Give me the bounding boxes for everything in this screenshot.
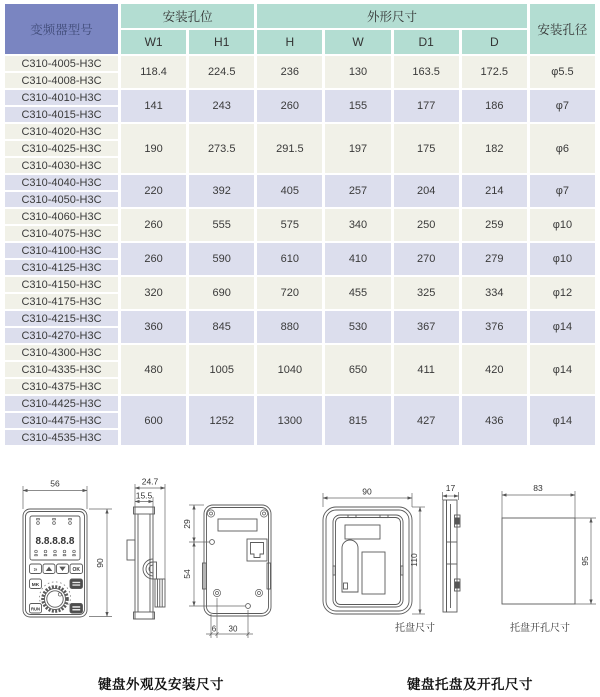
model-cell: C310-4010-H3C xyxy=(5,90,118,105)
dim-cell: 250 xyxy=(394,209,459,241)
stop-reset-button xyxy=(70,604,83,614)
knob xyxy=(40,582,71,611)
dim-cell: 575 xyxy=(257,209,322,241)
dim-cell: 270 xyxy=(394,243,459,275)
model-cell: C310-4005-H3C xyxy=(5,56,118,71)
header-d: D xyxy=(462,30,527,54)
dim-cell: 279 xyxy=(462,243,527,275)
down-arrow-icon xyxy=(59,567,65,571)
dim-cell: 1300 xyxy=(257,396,322,445)
dia-cell: φ5.5 xyxy=(530,56,595,88)
table-row xyxy=(5,345,595,360)
model-cell: C310-4025-H3C xyxy=(5,141,118,156)
tray-slot xyxy=(342,540,358,592)
dim-cell: 220 xyxy=(121,175,186,207)
keypad-drawing xyxy=(0,452,300,667)
dim-cell: 236 xyxy=(257,56,322,88)
table-row xyxy=(5,396,595,411)
model-cell: C310-4475-H3C xyxy=(5,413,118,428)
keypad-caption: 键盘外观及安装尺寸 xyxy=(98,677,224,692)
model-cell: C310-4015-H3C xyxy=(5,107,118,122)
dim-cell: 259 xyxy=(462,209,527,241)
up-arrow-icon xyxy=(46,567,52,571)
header-hole-diameter: 安装孔径 xyxy=(530,4,595,54)
dim-cell: 186 xyxy=(462,90,527,122)
dim-back-pitch: 30 xyxy=(228,624,238,634)
model-cell: C310-4075-H3C xyxy=(5,226,118,241)
table-row xyxy=(5,243,595,258)
header-mounting-holes: 安装孔位 xyxy=(121,4,254,28)
front-dimensions xyxy=(23,486,112,617)
dim-cell: 197 xyxy=(325,124,390,173)
back-dimensions xyxy=(189,505,253,638)
model-cell: C310-4125-H3C xyxy=(5,260,118,275)
table-row xyxy=(5,277,595,292)
dim-cell: 243 xyxy=(189,90,254,122)
mode-button xyxy=(70,579,83,589)
dia-cell: φ14 xyxy=(530,345,595,394)
dim-tray-depth: 17 xyxy=(445,483,456,493)
model-cell: C310-4175-H3C xyxy=(5,294,118,309)
dim-cell: 367 xyxy=(394,311,459,343)
dia-cell: φ12 xyxy=(530,277,595,309)
header-row-1 xyxy=(5,4,595,28)
dim-cell: 720 xyxy=(257,277,322,309)
dim-cell: 411 xyxy=(394,345,459,394)
dim-cell: 690 xyxy=(189,277,254,309)
mk-button-label: MK xyxy=(31,583,40,588)
dim-cell: 420 xyxy=(462,345,527,394)
dim-tray-height: 110 xyxy=(409,553,419,567)
inverter-dimension-table xyxy=(2,2,598,447)
dim-cell: 455 xyxy=(325,277,390,309)
table-row xyxy=(5,90,595,105)
dia-cell: φ14 xyxy=(530,396,595,445)
model-cell: C310-4215-H3C xyxy=(5,311,118,326)
dim-cell: 1005 xyxy=(189,345,254,394)
dim-cell: 392 xyxy=(189,175,254,207)
dim-cell: 204 xyxy=(394,175,459,207)
keypad-back-view xyxy=(203,505,272,616)
run-button-label: RUN xyxy=(30,606,41,612)
dia-cell: φ10 xyxy=(530,209,595,241)
dim-side-depth-body: 15.5 xyxy=(135,490,153,501)
header-outline-dims: 外形尺寸 xyxy=(257,4,527,28)
tray-caption: 键盘托盘及开孔尺寸 xyxy=(407,677,533,692)
dim-front-height: 90 xyxy=(95,558,105,568)
tray-cutout-view xyxy=(502,518,575,604)
dim-cell: 190 xyxy=(121,124,186,173)
model-cell: C310-4050-H3C xyxy=(5,192,118,207)
header-w1: W1 xyxy=(121,30,186,54)
dim-cell: 273.5 xyxy=(189,124,254,173)
rear-connector xyxy=(127,540,135,560)
seven-segment-display: 8.8.8.8.8 xyxy=(35,536,75,547)
dim-back-top: 29 xyxy=(182,519,192,529)
table-row xyxy=(5,175,595,190)
dim-cell: 257 xyxy=(325,175,390,207)
tray-side-dimensions xyxy=(443,492,459,500)
dim-cell: 1252 xyxy=(189,396,254,445)
dim-back-offset: 6 xyxy=(211,624,217,634)
dim-cell: 480 xyxy=(121,345,186,394)
model-cell: C310-4100-H3C xyxy=(5,243,118,258)
model-cell: C310-4150-H3C xyxy=(5,277,118,292)
model-cell: C310-4425-H3C xyxy=(5,396,118,411)
dim-cell: 260 xyxy=(121,209,186,241)
dim-cell: 175 xyxy=(394,124,459,173)
dim-front-width: 56 xyxy=(50,478,60,489)
model-cell: C310-4060-H3C xyxy=(5,209,118,224)
model-cell: C310-4535-H3C xyxy=(5,430,118,445)
dim-cell: 291.5 xyxy=(257,124,322,173)
status-led-icons xyxy=(37,519,72,525)
dim-cell: 118.4 xyxy=(121,56,186,88)
dim-cell: 334 xyxy=(462,277,527,309)
model-cell: C310-4335-H3C xyxy=(5,362,118,377)
dim-cell: 360 xyxy=(121,311,186,343)
dim-cell: 600 xyxy=(121,396,186,445)
dim-cell: 650 xyxy=(325,345,390,394)
header-w: W xyxy=(325,30,390,54)
dim-cutout-height: 95 xyxy=(580,556,590,566)
mounting-hole xyxy=(246,604,251,609)
model-cell: C310-4030-H3C xyxy=(5,158,118,173)
dim-cell: 880 xyxy=(257,311,322,343)
mounting-hole xyxy=(210,540,215,545)
dim-cell: 163.5 xyxy=(394,56,459,88)
header-h1: H1 xyxy=(189,30,254,54)
table-row xyxy=(5,311,595,326)
tray-side-view xyxy=(443,500,460,612)
knob-side xyxy=(155,579,165,607)
ok-button-label: OK xyxy=(72,567,80,574)
keypad-front-view xyxy=(23,509,87,617)
dia-cell: φ7 xyxy=(530,175,595,207)
model-cell: C310-4040-H3C xyxy=(5,175,118,190)
dim-cell: 325 xyxy=(394,277,459,309)
dim-cell: 1040 xyxy=(257,345,322,394)
tray-front-label: 托盘尺寸 xyxy=(395,623,435,634)
tray-drawing xyxy=(300,452,600,667)
header-h: H xyxy=(257,30,322,54)
dia-cell: φ7 xyxy=(530,90,595,122)
dim-cell: 590 xyxy=(189,243,254,275)
tray-window xyxy=(345,525,380,539)
dim-cell: 405 xyxy=(257,175,322,207)
dim-cell: 260 xyxy=(257,90,322,122)
dim-cell: 224.5 xyxy=(189,56,254,88)
dim-cell: 555 xyxy=(189,209,254,241)
unit-led-icons xyxy=(35,550,76,556)
dim-cell: 436 xyxy=(462,396,527,445)
model-cell: C310-4375-H3C xyxy=(5,379,118,394)
dim-cell: 182 xyxy=(462,124,527,173)
dim-cell: 260 xyxy=(121,243,186,275)
dim-cell: 845 xyxy=(189,311,254,343)
dim-cell: 340 xyxy=(325,209,390,241)
rj45-port xyxy=(247,539,267,561)
shift-button-glyph: » xyxy=(33,566,38,574)
model-cell: C310-4270-H3C xyxy=(5,328,118,343)
table-row xyxy=(5,56,595,71)
keypad-side-view xyxy=(127,507,165,619)
header-model: 变频器型号 xyxy=(5,4,118,54)
cutout-dimensions xyxy=(502,491,596,604)
dim-cell: 130 xyxy=(325,56,390,88)
dia-cell: φ6 xyxy=(530,124,595,173)
dim-back-span: 54 xyxy=(182,569,192,579)
dim-cell: 530 xyxy=(325,311,390,343)
model-cell: C310-4300-H3C xyxy=(5,345,118,360)
dim-tray-width: 90 xyxy=(362,486,372,497)
tray-opening xyxy=(362,552,385,594)
dia-cell: φ14 xyxy=(530,311,595,343)
dim-cell: 141 xyxy=(121,90,186,122)
dim-cell: 410 xyxy=(325,243,390,275)
tray-front-view xyxy=(323,507,412,614)
dim-cell: 427 xyxy=(394,396,459,445)
dia-cell: φ10 xyxy=(530,243,595,275)
table-row xyxy=(5,209,595,224)
tray-cutout-label: 托盘开孔尺寸 xyxy=(510,623,570,634)
dim-cell: 376 xyxy=(462,311,527,343)
dim-cell: 172.5 xyxy=(462,56,527,88)
dim-cell: 177 xyxy=(394,90,459,122)
dim-cell: 815 xyxy=(325,396,390,445)
label-plate xyxy=(218,519,257,531)
header-d1: D1 xyxy=(394,30,459,54)
dim-cell: 320 xyxy=(121,277,186,309)
dim-cell: 155 xyxy=(325,90,390,122)
model-cell: C310-4020-H3C xyxy=(5,124,118,139)
screw-icons xyxy=(207,510,267,597)
model-cell: C310-4008-H3C xyxy=(5,73,118,88)
table-row xyxy=(5,124,595,139)
dim-side-depth-total: 24.7 xyxy=(141,476,159,487)
dim-cell: 214 xyxy=(462,175,527,207)
dim-cutout-width: 83 xyxy=(533,483,543,493)
dim-cell: 610 xyxy=(257,243,322,275)
